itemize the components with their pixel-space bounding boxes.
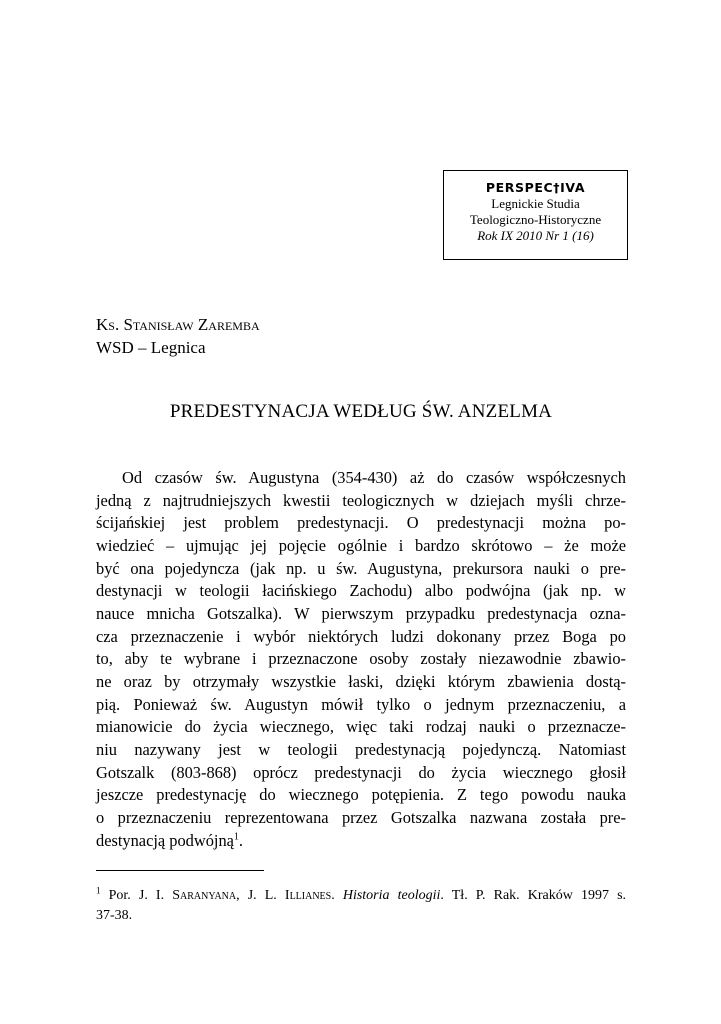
body-line: Od czasów św. Augustyna (354-430) aż do czasów współczesnych — [122, 468, 626, 487]
journal-info-box — [443, 170, 628, 260]
author-name: Ks. Stanisław Zaremba — [96, 315, 260, 334]
journal-name: PERSPEC†IVA — [485, 180, 586, 195]
body-line: mianowicie do życia wiecznego, więc taki rodzaj nauki o przeznacze- — [96, 717, 626, 737]
journal-issue: Rok IX 2010 Nr 1 (16) — [477, 228, 594, 243]
body-line: destynacji w teologii łacińskiego Zachodu) albo podwójna (jak np. w — [96, 581, 626, 601]
journal-subtitle-1: Legnickie Studia — [491, 196, 580, 211]
body-line: jedną z najtrudniejszych kwestii teologicznych w dziejach myśli chrze- — [96, 490, 626, 510]
body-line: to, aby te wybrane i przeznaczone osoby zostały niezawodnie zbawio- — [96, 649, 626, 669]
body-line: o przeznaczeniu reprezentowana przez Gotszalka nazwana została pre- — [96, 807, 626, 827]
footnote-book-title: Historia teologii — [342, 888, 441, 903]
footnote-author-2: Illianes — [284, 888, 332, 903]
body-line: pią. Ponieważ św. Augustyn mówił tylko o jednym przeznaczeniu, a — [96, 694, 626, 714]
body-line: jeszcze predestynację do wiecznego potępienia. Z tego powodu nauka — [96, 785, 626, 805]
footnote-separator-text: , J. L. — [236, 888, 285, 903]
body-line: wiedzieć – ujmując jej pojęcie ogólnie i bardzo skrótowo – że może — [96, 535, 626, 555]
body-line: cza przeznaczenie i wybór niektórych ludzi dokonany przez Boga po — [96, 626, 626, 646]
journal-subtitle-2: Teologiczno-Historyczne — [469, 212, 602, 227]
footnote — [96, 886, 626, 926]
body-line: być ona pojedyncza (jak np. u św. Augustyna, prekursora nauki o pre- — [96, 558, 626, 578]
article-title: PREDESTYNACJA WEDŁUG ŚW. ANZELMA — [169, 401, 553, 422]
footnote-author-1: Saranyana — [172, 888, 237, 903]
footnote-separator — [96, 870, 264, 871]
body-line-last — [96, 830, 626, 853]
footnote-prefix: Por. J. I. — [108, 888, 173, 903]
body-line: Gotszalk (803-868) oprócz predestynacji do życia wiecznego głosił — [96, 762, 626, 782]
footnote-rest: . Tł. P. Rak. Kraków 1997 s. — [440, 888, 627, 903]
body-line: ścijańskiej jest problem predestynacji. O predestynacji można po- — [96, 513, 626, 533]
footnote-number: 1 — [96, 885, 101, 896]
footnote-line-2: 37-38. — [96, 908, 133, 923]
author-affiliation: WSD – Legnica — [96, 338, 206, 357]
sentence-end: . — [238, 830, 244, 850]
body-line: destynacją podwójną — [96, 830, 234, 850]
footnote-after-authors: . — [331, 888, 343, 903]
body-line: nauce mnicha Gotszalka). W pierwszym przypadku predestynacja ozna- — [96, 603, 626, 623]
footnote-reference[interactable]: 1 — [233, 831, 239, 843]
body-line: ne oraz by otrzymały wszystkie łaski, dzięki którym zbawienia dostą- — [96, 671, 626, 691]
footnote-line-1 — [96, 886, 626, 906]
body-paragraph — [96, 467, 626, 852]
body-line: niu nazywany jest w teologii predestynacją pojedynczą. Natomiast — [96, 739, 626, 759]
